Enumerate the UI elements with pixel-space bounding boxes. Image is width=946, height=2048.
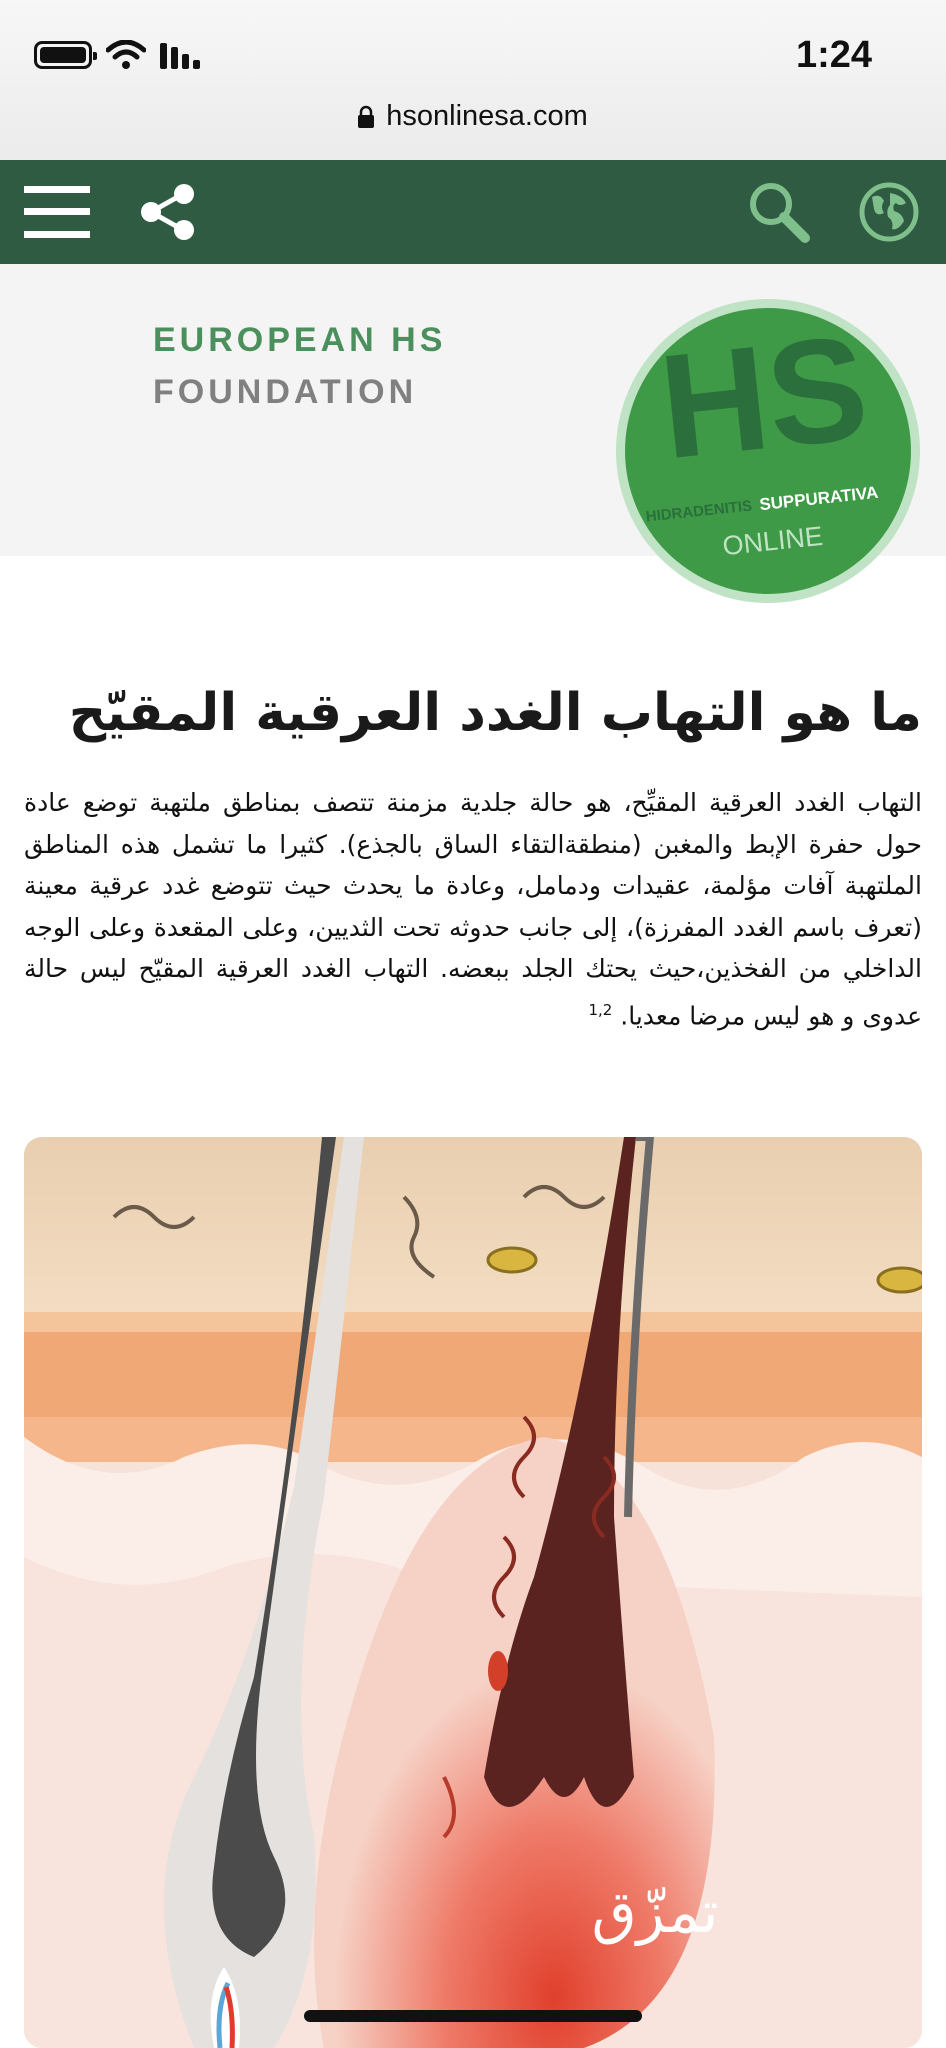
- paragraph-text: التهاب الغدد العرقية المقيِّح، هو حالة جلدية مزمنة تتصف بمناطق ملتهبة توضع عادة حول حفرة الإبط والمغبن (منطقةالتقاء الساق بالجذع). كثيرا ما تشمل هذه المناطق الملتهبة آفات مؤلمة، عقيدات ودمامل، وعادة ما يحدث حيث تتوضع غدد عرقية معينة (تعرف باسم الغدد المفرزة)، إلى جانب حدوثه تحت الثديين، وعلى المقعدة وعلى الوجه الداخلي من الفخذين،حيث يحتك الجلد ببعضه. التهاب الغدد العرقية المقيّح ليس حالة عدوى و هو ليس مرضا معديا.: [24, 788, 922, 1031]
- url-text: hsonlinesa.com: [386, 100, 588, 132]
- share-icon: [139, 183, 197, 241]
- address-bar[interactable]: [0, 100, 946, 133]
- search-button[interactable]: [745, 160, 813, 264]
- page-title: ما هو التهاب الغدد العرقية المقيّح: [68, 683, 922, 743]
- foundation-name[interactable]: [153, 314, 446, 418]
- menu-button[interactable]: [22, 160, 92, 264]
- menu-icon: [24, 186, 90, 238]
- nav-bar: [0, 160, 946, 264]
- foundation-line1: EUROPEAN HS: [153, 321, 447, 359]
- logo-online: ONLINE: [721, 520, 825, 562]
- logo-subtitle-right: SUPPURATIVA: [758, 482, 880, 515]
- hair-follicle-illustration: [24, 1137, 922, 2048]
- globe-icon: [858, 181, 920, 243]
- citation-ref[interactable]: 1,2: [588, 1000, 613, 1019]
- status-icons: [34, 40, 204, 70]
- status-bar: [0, 0, 946, 160]
- article-paragraph: [24, 782, 922, 1037]
- hs-logo[interactable]: [615, 298, 921, 604]
- wifi-icon: [106, 40, 146, 70]
- battery-icon: [34, 41, 92, 69]
- signal-icon: [160, 41, 204, 69]
- logo-subtitle-left: HIDRADENITIS: [645, 497, 753, 526]
- language-button[interactable]: [857, 160, 921, 264]
- logo-letters: HS: [653, 304, 875, 491]
- share-button[interactable]: [138, 160, 198, 264]
- status-time: 1:24: [795, 34, 872, 76]
- foundation-line2: FOUNDATION: [153, 373, 418, 411]
- lock-icon: [358, 105, 374, 129]
- rupture-label: تمزّق: [591, 1878, 719, 1946]
- home-indicator[interactable]: [304, 2010, 642, 2022]
- search-icon: [747, 180, 811, 244]
